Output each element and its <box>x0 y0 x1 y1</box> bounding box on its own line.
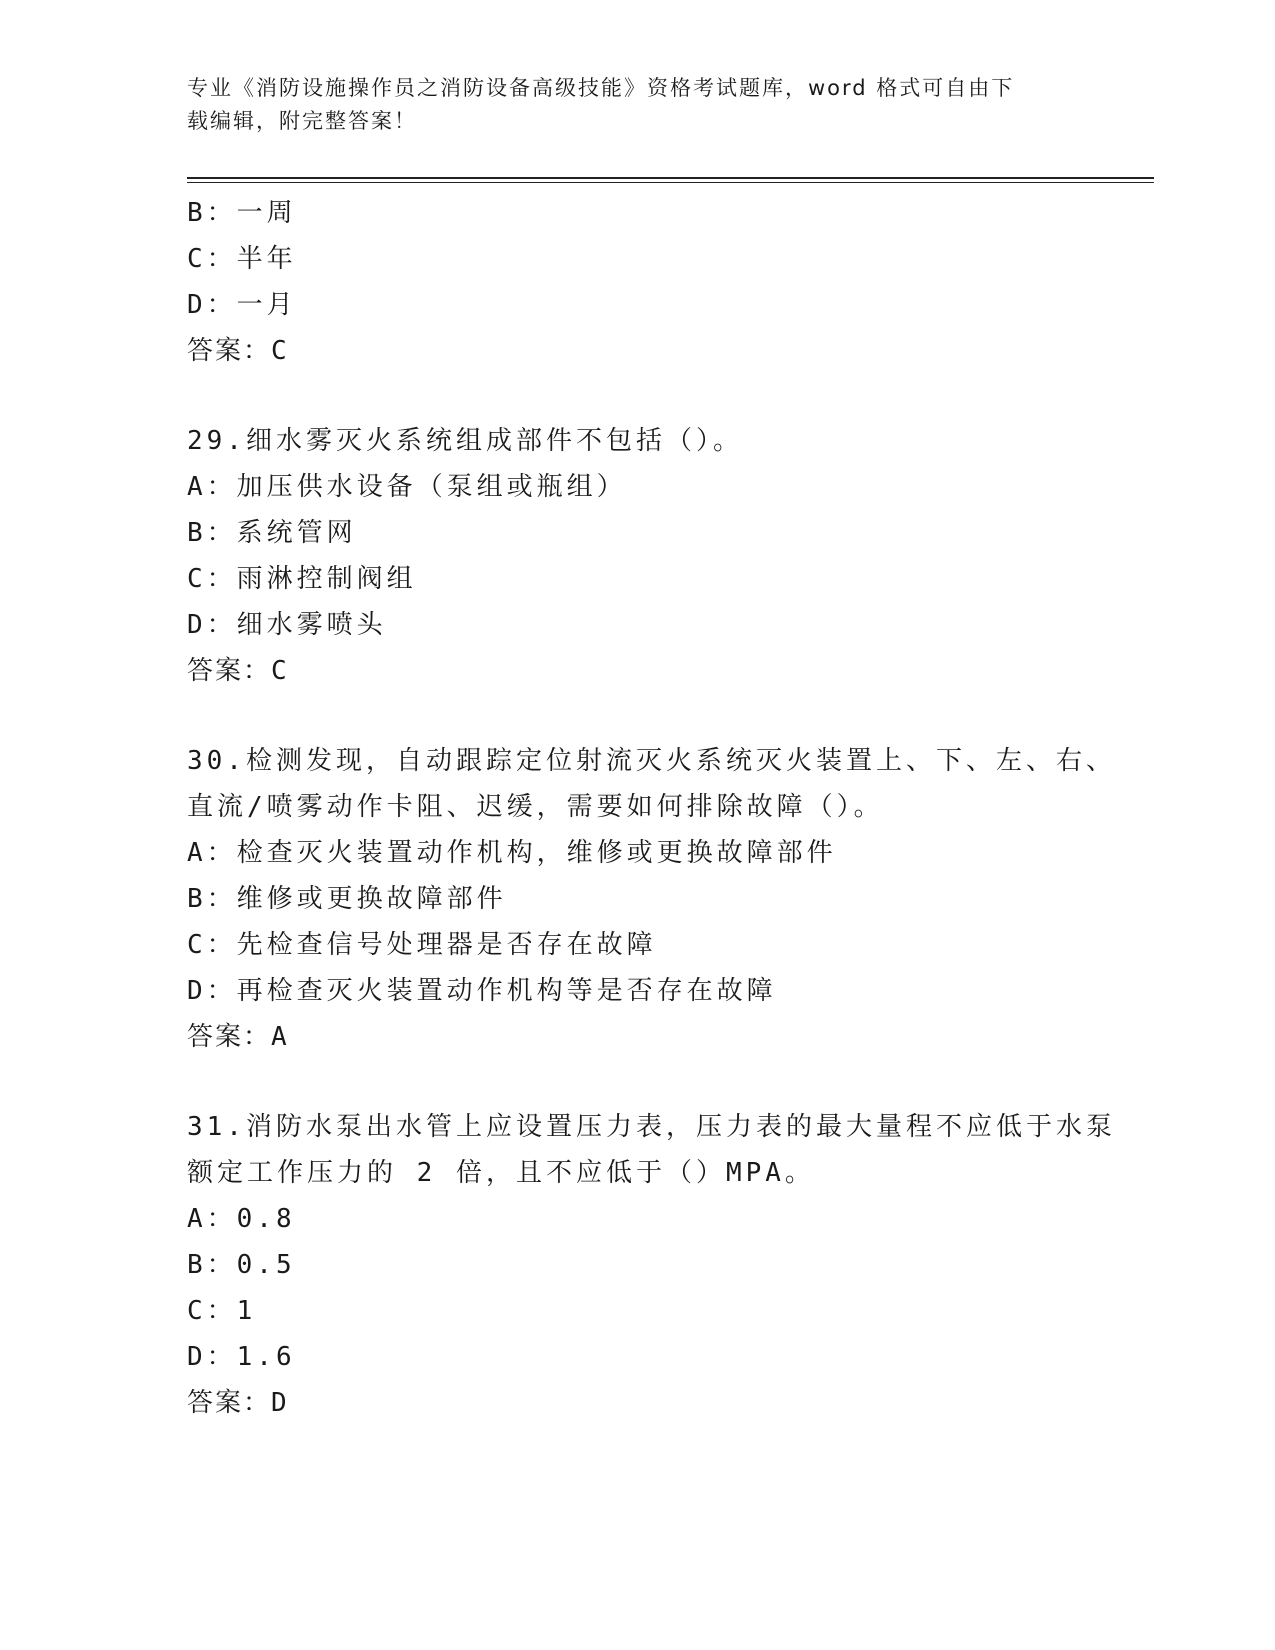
document-header <box>187 72 1067 138</box>
answer-line <box>187 648 1087 694</box>
answer-value: A <box>271 1022 289 1052</box>
option-d: D：1.6 <box>187 1342 296 1372</box>
option-d: D：再检查灭火装置动作机构等是否存在故障 <box>187 976 777 1006</box>
question-list <box>187 190 1116 1426</box>
option-a: A：加压供水设备（泵组或瓶组） <box>187 472 627 502</box>
question-29 <box>187 418 1087 694</box>
option-c: C：半年 <box>187 244 297 274</box>
question-stem-line: 29.细水雾灭火系统组成部件不包括（）。 <box>187 426 743 456</box>
question-stem-line: 直流/喷雾动作卡阻、迟缓，需要如何排除故障（）。 <box>187 792 884 822</box>
answer-label: 答案： <box>187 336 272 366</box>
answer-line <box>187 1380 1087 1426</box>
answer-value: D <box>271 1388 289 1418</box>
header-divider-thin <box>187 182 1154 183</box>
question-stem-line: 30.检测发现，自动跟踪定位射流灭火系统灭火装置上、下、左、右、 <box>187 746 1116 776</box>
option-a: A：检查灭火装置动作机构，维修或更换故障部件 <box>187 838 837 868</box>
question-stem-line: 31.消防水泵出水管上应设置压力表，压力表的最大量程不应低于水泵 <box>187 1112 1116 1142</box>
option-d: D：一月 <box>187 290 297 320</box>
option-d: D：细水雾喷头 <box>187 610 387 640</box>
answer-line <box>187 328 1087 374</box>
answer-label: 答案： <box>187 1388 272 1418</box>
option-b: B：维修或更换故障部件 <box>187 884 507 914</box>
answer-value: C <box>271 336 289 366</box>
answer-label: 答案： <box>187 1022 272 1052</box>
answer-value: C <box>271 656 289 686</box>
question-stem <box>187 418 1087 464</box>
header-divider-thick <box>187 177 1154 179</box>
option-a: A：0.8 <box>187 1204 296 1234</box>
question-30 <box>187 738 1116 1060</box>
answer-line <box>187 1014 1087 1060</box>
question-stem <box>187 1104 1116 1196</box>
option-b: B：一周 <box>187 198 297 228</box>
option-c: C：1 <box>187 1296 257 1326</box>
answer-label: 答案： <box>187 656 272 686</box>
header-line-1: 专业《消防设施操作员之消防设备高级技能》资格考试题库，word 格式可自由下 <box>187 76 1015 100</box>
question-stem-line: 额定工作压力的 2 倍，且不应低于（）MPA。 <box>187 1158 815 1188</box>
header-line-2: 载编辑，附完整答案！ <box>187 109 417 133</box>
question-28-tail <box>187 190 1087 374</box>
question-31 <box>187 1104 1116 1426</box>
option-b: B：0.5 <box>187 1250 296 1280</box>
option-c: C：先检查信号处理器是否存在故障 <box>187 930 657 960</box>
question-stem <box>187 738 1116 830</box>
option-c: C：雨淋控制阀组 <box>187 564 417 594</box>
option-b: B：系统管网 <box>187 518 357 548</box>
